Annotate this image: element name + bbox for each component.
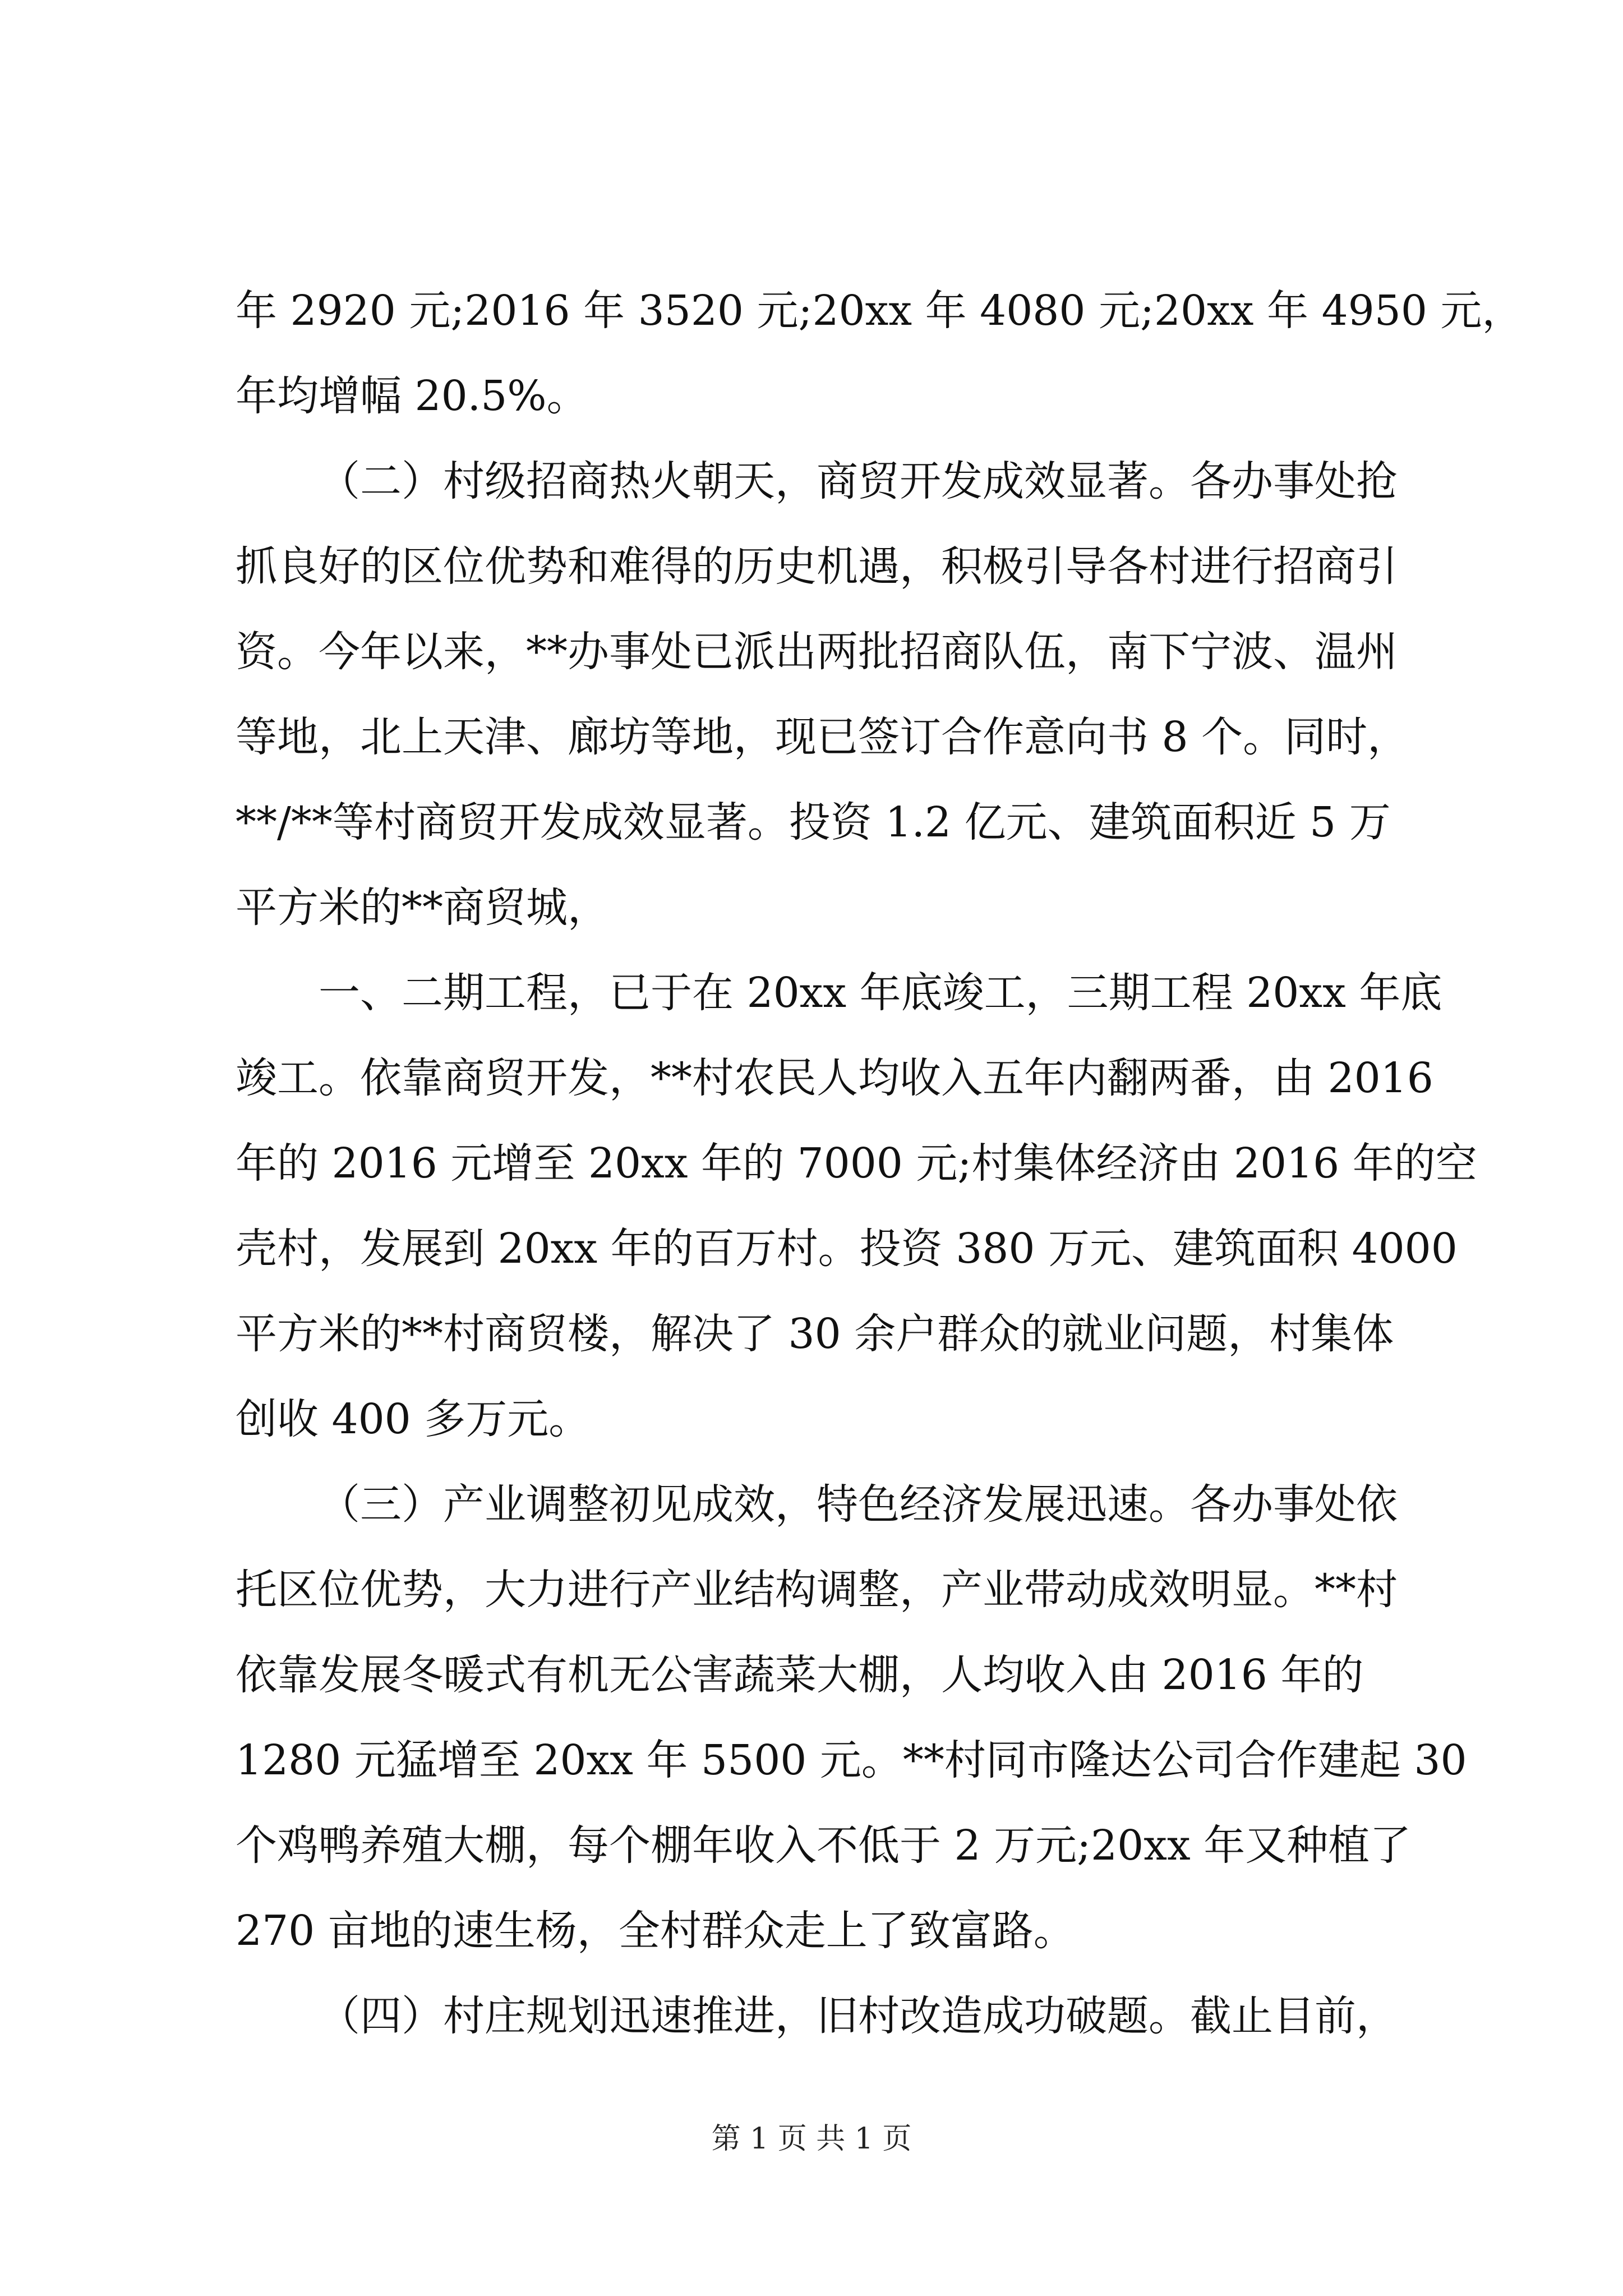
text-line: 创收 400 多万元。: [236, 1395, 591, 1443]
page-footer: 第 1 页 共 1 页: [711, 2122, 912, 2156]
text-line: 270 亩地的速生杨，全村群众走上了致富路。: [236, 1907, 1075, 1955]
text-line: 抓良好的区位优势和难得的历史机遇，积极引导各村进行招商引: [236, 542, 1398, 591]
text-line: 托区位优势，大力进行产业结构调整，产业带动成效明显。**村: [236, 1566, 1398, 1614]
text-line: （三）产业调整初见成效，特色经济发展迅速。各办事处依: [319, 1480, 1398, 1529]
text-line: 资。今年以来，**办事处已派出两批招商队伍，南下宁波、温州: [236, 628, 1398, 676]
text-line: 年 2920 元;2016 年 3520 元;20xx 年 4080 元;20xx 年 4950 元，: [236, 287, 1524, 335]
text-line: 等地，北上天津、廊坊等地，现已签订合作意向书 8 个。同时，: [236, 713, 1409, 761]
text-line: 竣工。依靠商贸开发，**村农民人均收入五年内翻两番，由 2016: [236, 1054, 1433, 1102]
text-line: 个鸡鸭养殖大棚，每个棚年收入不低于 2 万元;20xx 年又种植了: [236, 1821, 1412, 1870]
text-line: 1280 元猛增至 20xx 年 5500 元。**村同市隆达公司合作建起 30: [236, 1736, 1467, 1784]
text-line: （四）村庄规划迅速推进，旧村改造成功破题。截止目前，: [319, 1992, 1398, 2040]
text-line: 年的 2016 元增至 20xx 年的 7000 元;村集体经济由 2016 年的空: [236, 1139, 1477, 1188]
text-line: 一、二期工程，已于在 20xx 年底竣工，三期工程 20xx 年底: [319, 969, 1442, 1017]
document-body: [236, 268, 1524, 2059]
text-line: 平方米的**商贸城，: [236, 884, 609, 932]
text-line: 壳村，发展到 20xx 年的百万村。投资 380 万元、建筑面积 4000: [236, 1225, 1458, 1273]
text-line: **/**等村商贸开发成效显著。投资 1.2 亿元、建筑面积近 5 万: [236, 798, 1391, 846]
text-line: （二）村级招商热火朝天，商贸开发成效显著。各办事处抢: [319, 457, 1398, 505]
text-line: 平方米的**村商贸楼，解决了 30 余户群众的就业问题，村集体: [236, 1310, 1394, 1358]
text-line: 年均增幅 20.5%。: [236, 372, 588, 420]
text-line: 依靠发展冬暖式有机无公害蔬菜大棚，人均收入由 2016 年的: [236, 1651, 1364, 1699]
